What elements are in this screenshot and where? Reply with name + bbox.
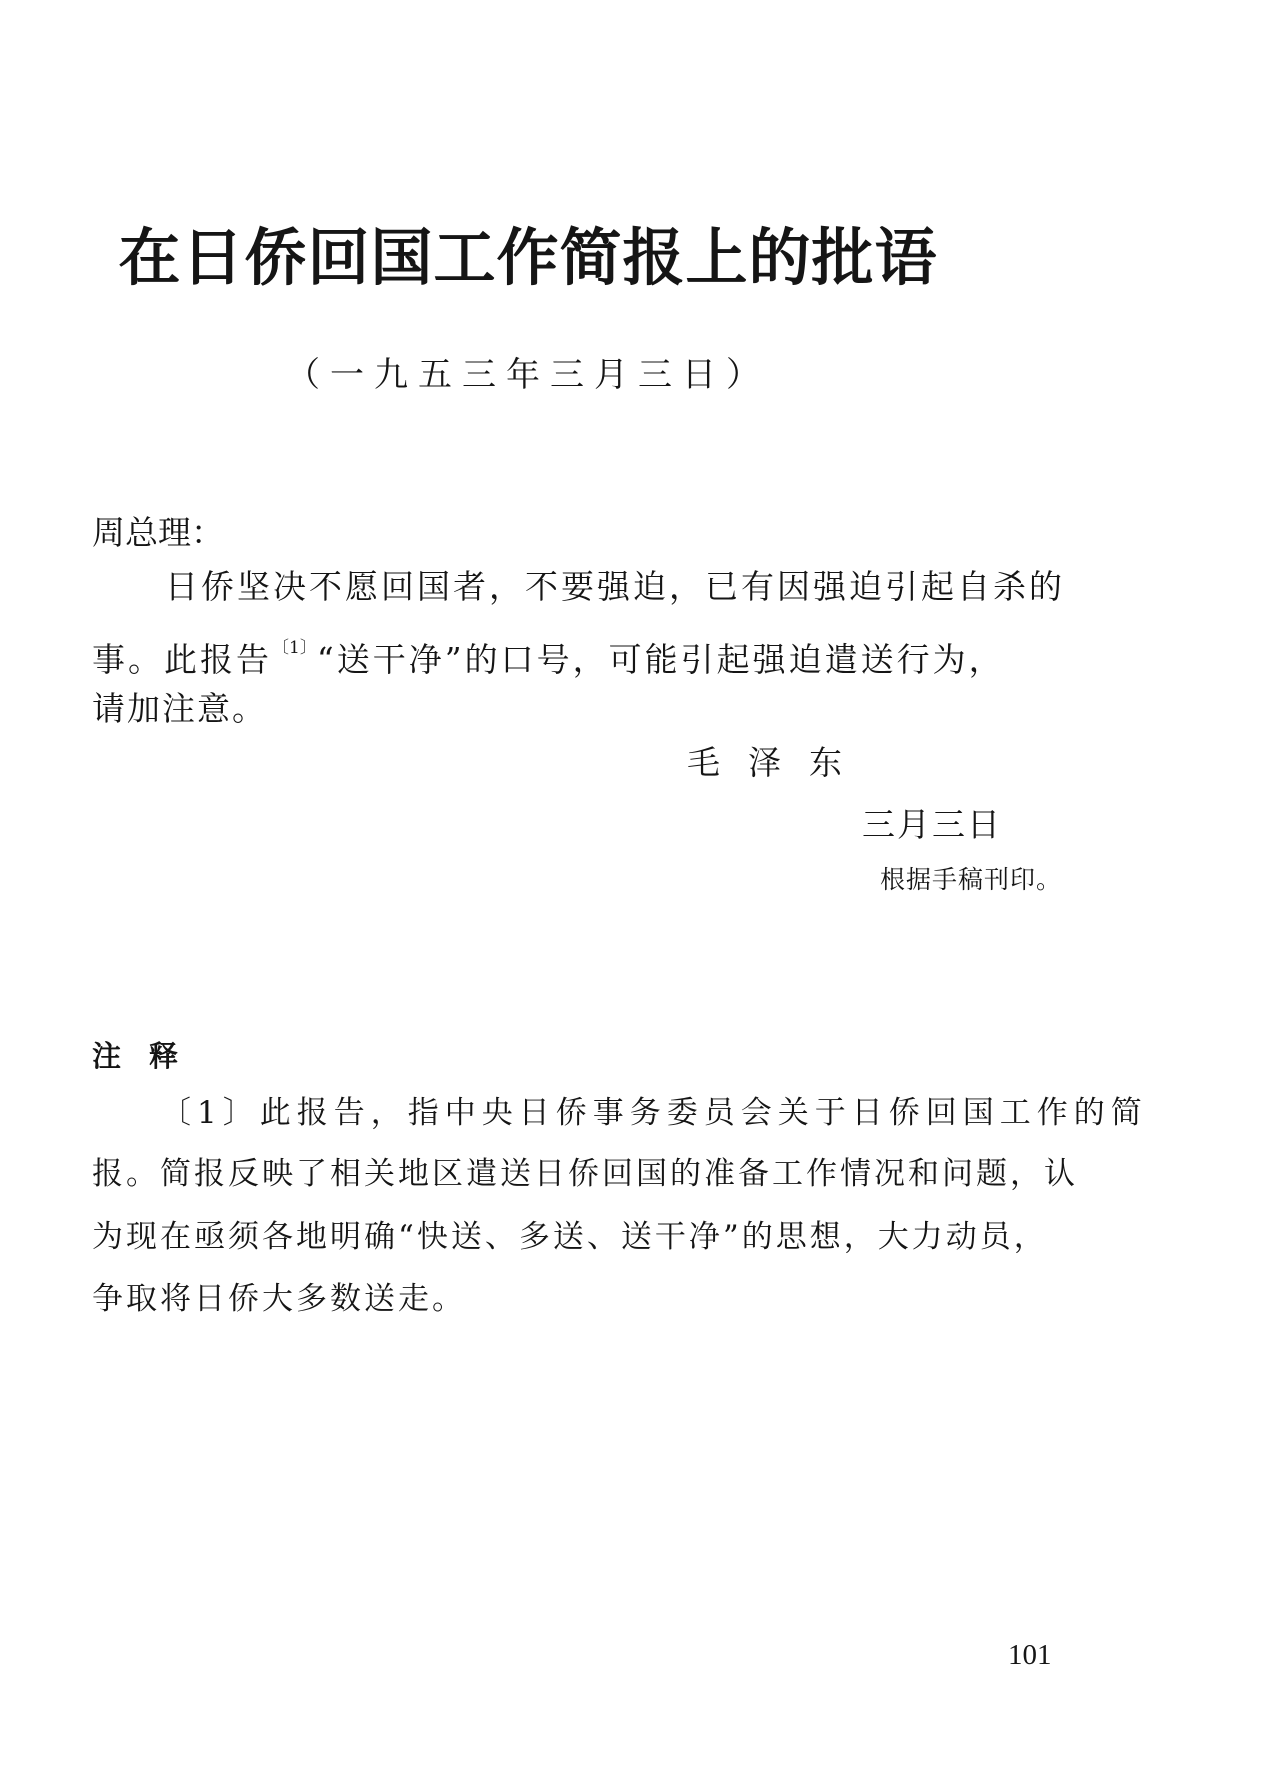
- document-title: 在日侨回国工作简报上的批语: [118, 221, 938, 294]
- note-line-4: 争取将日侨大多数送走。: [92, 1281, 466, 1317]
- signature: 毛泽东: [687, 743, 870, 782]
- body-line-2-start: 事。此报告: [92, 640, 272, 679]
- source-note: 根据手稿刊印。: [880, 865, 1063, 894]
- notes-heading: 注释: [92, 1039, 207, 1073]
- body-line-1: 日侨坚决不愿回国者，不要强迫，已有因强迫引起自杀的: [165, 567, 1065, 606]
- note-line-2: 报。简报反映了相关地区遣送日侨回国的准备工作情况和问题，认: [92, 1156, 1078, 1192]
- body-line-2-end: “送干净”的口号，可能引起强迫遣送行为，: [316, 640, 1005, 679]
- body-line-2: [92, 623, 1005, 685]
- signature-date: 三月三日: [862, 805, 1002, 844]
- document-date: （一九五三年三月三日）: [286, 355, 770, 395]
- note-line-1: 〔1〕此报告，指中央日侨事务委员会关于日侨回国工作的简: [160, 1095, 1148, 1131]
- reference-mark: 〔1〕: [272, 638, 317, 658]
- body-line-3: 请加注意。: [92, 689, 267, 728]
- note-line-3: 为现在亟须各地明确“快送、多送、送干净”的思想，大力动员，: [92, 1219, 1048, 1255]
- page-number: 101: [1008, 1639, 1052, 1671]
- salutation: 周总理：: [92, 513, 224, 552]
